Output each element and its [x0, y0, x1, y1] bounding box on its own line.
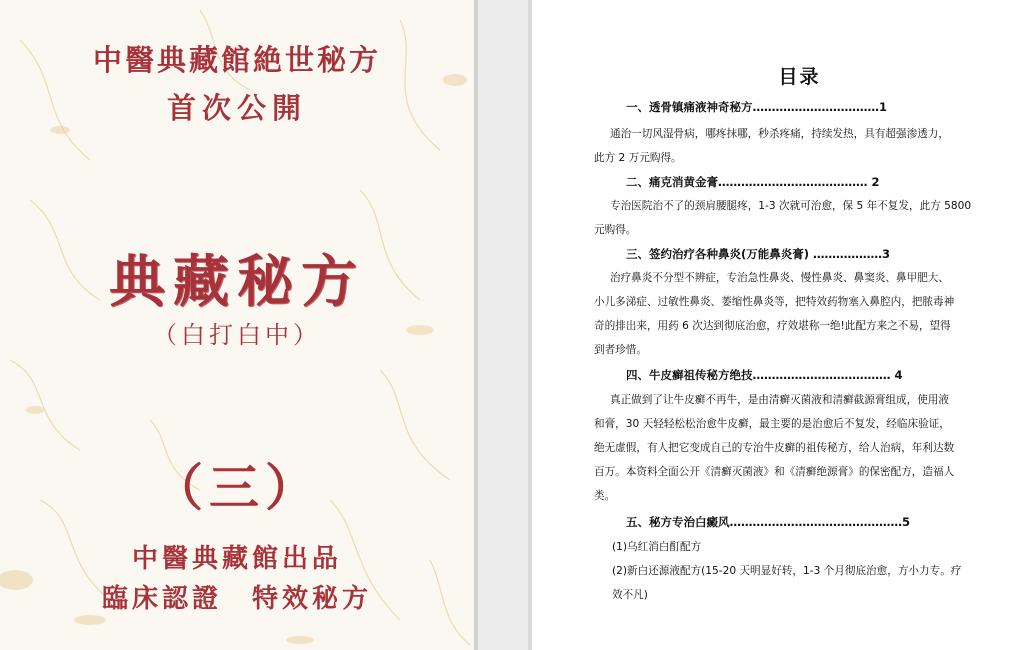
toc-entry-5[interactable]: 五、秘方专治白癜风………………………………………5: [626, 515, 911, 529]
toc-desc-line: 真正做到了让牛皮癣不再牛，是由清癣灭菌液和清癣截源膏组成，使用液: [610, 394, 949, 406]
toc-entry-3[interactable]: 三、签约治疗各种鼻炎(万能鼻炎膏) ………………3: [626, 247, 891, 261]
toc-desc-line: 此方 2 万元购得。: [594, 152, 682, 164]
toc-page: [532, 0, 1024, 650]
toc-desc-line: 专治医院治不了的颈肩腰腿疼，1-3 次就可治愈，保 5 年不复发，此方 5800: [610, 200, 972, 212]
toc-desc-line: (2)新白还源液配方(15-20 天明显好转，1-3 个月彻底治愈，方小力专。疗: [612, 565, 962, 577]
toc-desc-line: 小儿多涕症、过敏性鼻炎、萎缩性鼻炎等，把特效药物塞入鼻腔内，把脓毒神: [594, 296, 955, 308]
cover-title: 典藏秘方: [109, 249, 365, 315]
cover-subtitle: （白打白中）: [153, 321, 321, 349]
toc-desc-line: 百万。本资料全面公开《清癣灭菌液》和《清癣绝源膏》的保密配方，造福人: [594, 466, 955, 478]
toc-entry-4[interactable]: 四、牛皮癣祖传秘方绝技……………………………… 4: [626, 368, 903, 382]
toc-desc-line: 和膏，30 天轻轻松松治愈牛皮癣，最主要的是治愈后不复发，经临床验证，: [594, 418, 950, 430]
toc-desc-line: 奇的排出来，用药 6 次达到彻底治愈，疗效堪称一绝!此配方来之不易，望得: [594, 320, 951, 332]
toc-desc-line: 通治一切风湿骨病，哪疼抹哪，秒杀疼痛，持续发热，具有超强渗透力，: [610, 128, 949, 140]
toc-entry-1[interactable]: 一、透骨镇痛液神奇秘方……………………………1: [626, 100, 888, 114]
cover-publisher: 中醫典藏館出品: [131, 544, 342, 574]
toc-desc-line: 到者珍惜。: [594, 344, 647, 356]
toc-desc-line: 效不凡): [612, 589, 648, 601]
toc-desc-line: 绝无虚假，有人把它变成自己的专治牛皮癣的祖传秘方，给人治病，年利达数: [594, 442, 955, 454]
cover-page: [0, 0, 474, 650]
toc-desc-line: (1)乌红消白酊配方: [612, 541, 702, 553]
cover-headline: 中醫典藏館絶世秘方: [92, 43, 381, 77]
toc-entry-2[interactable]: 二、痛克消黄金膏………………………………… 2: [626, 175, 880, 189]
cover-slogan: 臨床認證 特效秘方: [101, 584, 372, 614]
cover-volume: （三）: [153, 458, 321, 517]
toc-desc-line: 类。: [594, 490, 616, 502]
page-gutter: [474, 0, 532, 650]
toc-desc-line: 治疗鼻炎不分型不辨症，专治急性鼻炎、慢性鼻炎、鼻窦炎、鼻甲肥大、: [610, 272, 949, 284]
toc-title: 目录: [778, 66, 821, 88]
page-edge-left: [474, 0, 478, 650]
cover-subheadline: 首次公開: [166, 91, 307, 125]
toc-desc-line: 元购得。: [594, 224, 637, 236]
